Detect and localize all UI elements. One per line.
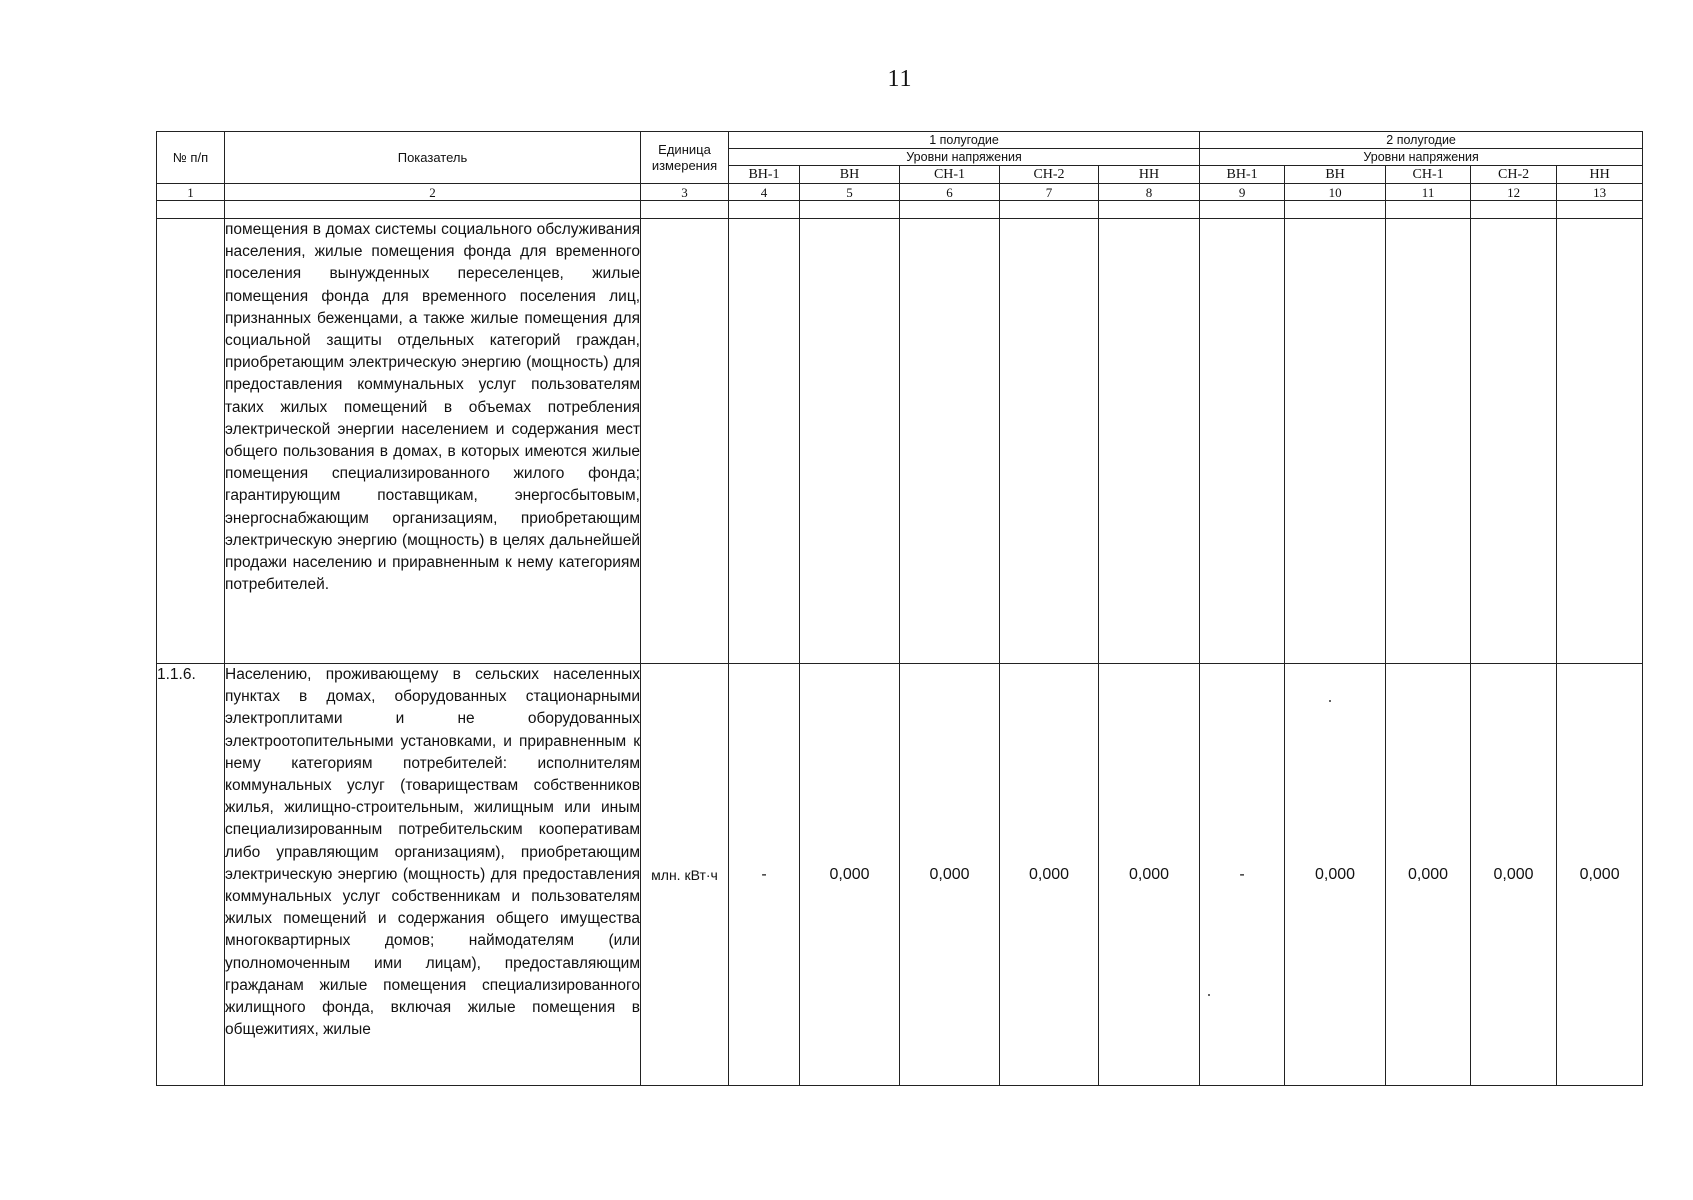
value-cell (1200, 219, 1285, 664)
value-cell: 0,000 (1000, 664, 1099, 1086)
col-number: 1 (157, 184, 225, 201)
header-half1: 1 полугодие (729, 132, 1200, 149)
value-cell: 0,000 (900, 664, 1000, 1086)
header-voltage-1: Уровни напряжения (729, 149, 1200, 166)
spacer-cell (1471, 201, 1557, 219)
level-vn-h1: ВН (800, 166, 900, 184)
level-sn2-h2: СН-2 (1471, 166, 1557, 184)
spacer-cell (1099, 201, 1200, 219)
row-description: Населению, проживающему в сельских населенных пунктах в домах, оборудованных стационарными электроплитами и не оборудованных электроотопительными установками, и приравненным к нему категориям потребителей: исполнителям коммунальных услуг (товариществам собственников жилья, жилищно-строительным, жилищным или иным специализированным потребительским кооперативам либо управляющим организациям), приобретающим электрическую энергию (мощность) для предоставления коммунальных услуг собственникам и пользователям жилых помещений и содержания общего имущества многоквартирных домов; наймодателям (или уполномоченным ими лицам), предоставляющим гражданам жилые помещения специализированного жилищного фонда, включая жилые помещения в общежитиях, жилые (225, 664, 641, 1086)
value-cell: 0,000 (1471, 664, 1557, 1086)
spacer-cell (1200, 201, 1285, 219)
header-indicator: Показатель (225, 132, 641, 184)
value-cell: 0,000 (1557, 664, 1643, 1086)
col-number: 2 (225, 184, 641, 201)
spacer-cell (1285, 201, 1386, 219)
level-nn-h2: НН (1557, 166, 1643, 184)
table-row (157, 664, 1643, 1086)
spacer-cell (157, 201, 225, 219)
page-number: 11 (887, 66, 913, 92)
column-number-row (157, 184, 1643, 201)
level-vn1-h2: ВН-1 (1200, 166, 1285, 184)
header-voltage-2: Уровни напряжения (1200, 149, 1643, 166)
value-cell (900, 219, 1000, 664)
value-cell (1386, 219, 1471, 664)
header-num: № п/п (157, 132, 225, 184)
level-vn-h2: ВН (1285, 166, 1386, 184)
row-description: помещения в домах системы социального обслуживания населения, жилые помещения фонда для временного поселения вынужденных переселенцев, жилые помещения фонда для временного поселения лиц, признанных беженцами, а также жилые помещения для социальной защиты отдельных категорий граждан, приобретающим электрическую энергию (мощность) для предоставления коммунальных услуг пользователям таких жилых помещений в объемах потребления электрической энергии населением и содержания мест общего пользования в домах, в которых имеются жилые помещения специализированного жилого фонда; гарантирующим поставщикам, энергосбытовым, энергоснабжающим организациям, приобретающим электрическую энергию (мощность) в целях дальнейшей продажи населению и приравненным к нему категориям потребителей. (225, 219, 641, 664)
row-number (157, 219, 225, 664)
col-number: 5 (800, 184, 900, 201)
level-sn1-h1: СН-1 (900, 166, 1000, 184)
spacer-cell (1386, 201, 1471, 219)
col-number: 8 (1099, 184, 1200, 201)
row-number: 1.1.6. (157, 664, 225, 1086)
value-cell (1285, 219, 1386, 664)
value-cell (729, 219, 800, 664)
header-unit: Единица измерения (641, 132, 729, 184)
scan-speck (1208, 994, 1210, 996)
spacer-cell (641, 201, 729, 219)
data-table (156, 131, 1643, 1086)
col-number: 10 (1285, 184, 1386, 201)
level-vn1-h1: ВН-1 (729, 166, 800, 184)
table-row (157, 219, 1643, 664)
value-cell (1099, 219, 1200, 664)
value-cell: - (729, 664, 800, 1086)
col-number: 4 (729, 184, 800, 201)
scan-speck (1329, 700, 1331, 702)
value-cell: 0,000 (1099, 664, 1200, 1086)
col-number: 11 (1386, 184, 1471, 201)
spacer-cell (900, 201, 1000, 219)
spacer-row (157, 201, 1643, 219)
row-unit: млн. кВт·ч (641, 664, 729, 1086)
col-number: 6 (900, 184, 1000, 201)
row-unit (641, 219, 729, 664)
level-sn1-h2: СН-1 (1386, 166, 1471, 184)
col-number: 12 (1471, 184, 1557, 201)
value-cell: - (1200, 664, 1285, 1086)
spacer-cell (1000, 201, 1099, 219)
spacer-cell (225, 201, 641, 219)
col-number: 13 (1557, 184, 1643, 201)
col-number: 9 (1200, 184, 1285, 201)
value-cell: 0,000 (1285, 664, 1386, 1086)
header-row-1 (157, 132, 1643, 149)
value-cell (1471, 219, 1557, 664)
level-nn-h1: НН (1099, 166, 1200, 184)
value-cell (1000, 219, 1099, 664)
spacer-cell (800, 201, 900, 219)
header-half2: 2 полугодие (1200, 132, 1643, 149)
level-sn2-h1: СН-2 (1000, 166, 1099, 184)
value-cell: 0,000 (1386, 664, 1471, 1086)
value-cell (1557, 219, 1643, 664)
value-cell (800, 219, 900, 664)
spacer-cell (1557, 201, 1643, 219)
col-number: 7 (1000, 184, 1099, 201)
col-number: 3 (641, 184, 729, 201)
spacer-cell (729, 201, 800, 219)
value-cell: 0,000 (800, 664, 900, 1086)
